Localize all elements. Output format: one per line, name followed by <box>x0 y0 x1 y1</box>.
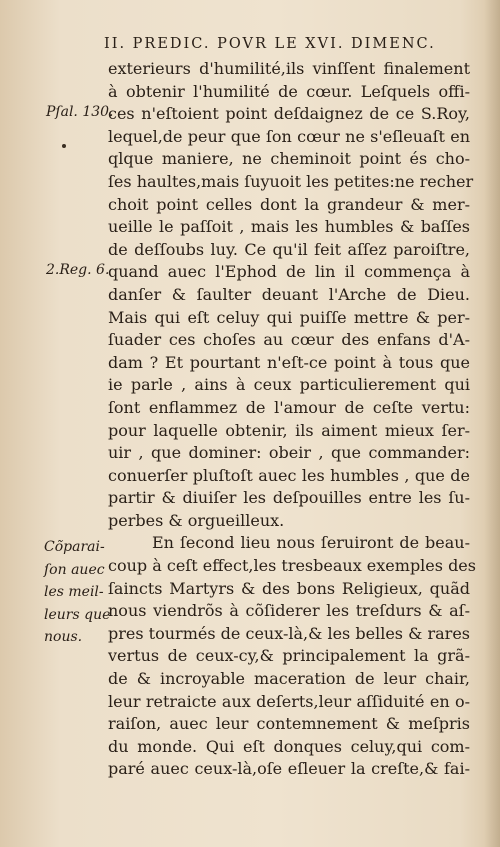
text-line: pour laquelle obtenir, ils aiment mieux ſer- <box>108 420 470 440</box>
text-line: lequel,de peur que ſon cœur ne s'eſleuaſt en <box>108 126 470 146</box>
text-line: qlque maniere, ne cheminoit point és cho- <box>108 149 470 169</box>
text-line: uir , que dominer: obeir , que commander: <box>108 443 470 463</box>
text-line: ueille le paſſoit , mais les humbles & baſſes <box>108 217 470 237</box>
text-line: paré auec ceux-là,oſe eſleuer la creſte,& fai- <box>108 759 470 779</box>
margin-dot-mark <box>62 144 66 148</box>
text-line: exterieurs d'humilité,ils vinſſent finalement <box>108 59 470 78</box>
text-line: Mais qui eſt celuy qui puiſſe mettre & per- <box>108 307 470 327</box>
text-line: ſuader ces choſes au cœur des enfans d'A- <box>108 330 470 350</box>
text-line: partir & diuiſer les deſpouilles entre les ſu- <box>108 488 470 508</box>
text-line: ſes haultes,mais ſuyuoit les petites:ne recher <box>108 171 474 191</box>
side-note-line: les meil- <box>44 584 104 600</box>
side-note-line: ſon auec <box>44 561 105 578</box>
text-line: dam ? Et pourtant n'eſt-ce point à tous que <box>108 352 470 372</box>
text-line: coup à ceſt effect,les tresbeaux exemples des <box>108 556 476 576</box>
text-line: ces n'eſtoient point deſdaignez de ce S.Roy, <box>108 104 470 124</box>
text-line: ie parle , ains à ceux particulierement qui <box>108 375 470 395</box>
text-line: vertus de ceux-cy,& principalement la grã- <box>108 646 470 666</box>
text-line: quand auec l'Ephod de lin il commença à <box>108 262 470 282</box>
text-line: de deſſoubs luy. Ce qu'il feit aſſez paroiſtre, <box>108 239 470 259</box>
running-header: II. PREDIC. POVR LE XVI. DIMENC. <box>104 36 436 52</box>
text-line: conuerſer pluſtoſt auec les humbles , que de <box>108 465 470 485</box>
text-line: danſer & ſaulter deuant l'Arche de Dieu. <box>108 284 470 304</box>
text-line: En ſecond lieu nous ſeruiront de beau- <box>152 533 470 553</box>
text-line: raiſon, auec leur contemnement & meſpris <box>108 714 470 734</box>
text-line: nous viendrõs à cõſiderer les treſdurs & aſ- <box>108 601 470 621</box>
text-line: pres tourmés de ceux-là,& les belles & rares <box>108 623 470 643</box>
text-line: ſaincts Martyrs & des bons Religieux, quãd <box>108 578 470 598</box>
body-text <box>108 58 476 781</box>
margin-ref-psalm: Pſal. 130. <box>46 104 114 120</box>
text-line: leur retraicte aux deſerts,leur aſſiduité en o- <box>108 691 470 711</box>
text-line: du monde. Qui eſt donques celuy,qui com- <box>108 736 470 756</box>
page-edge-shadow <box>484 0 500 847</box>
side-note-comparison <box>44 536 116 649</box>
text-line: ſont enflammez de l'amour de ceſte vertu: <box>108 397 470 417</box>
text-line: à obtenir l'humilité de cœur. Leſquels offi- <box>108 81 470 101</box>
side-note-line: nous. <box>44 629 83 645</box>
text-line: de & incroyable maceration de leur chair, <box>108 669 470 689</box>
text-line: perbes & orgueilleux. <box>108 510 285 530</box>
margin-ref-reg: 2.Reg. 6. <box>46 262 110 278</box>
side-note-line: Cõparai- <box>44 539 105 555</box>
side-note-line: leurs que <box>44 606 111 623</box>
text-line: choit point celles dont la grandeur & mer- <box>108 194 470 214</box>
